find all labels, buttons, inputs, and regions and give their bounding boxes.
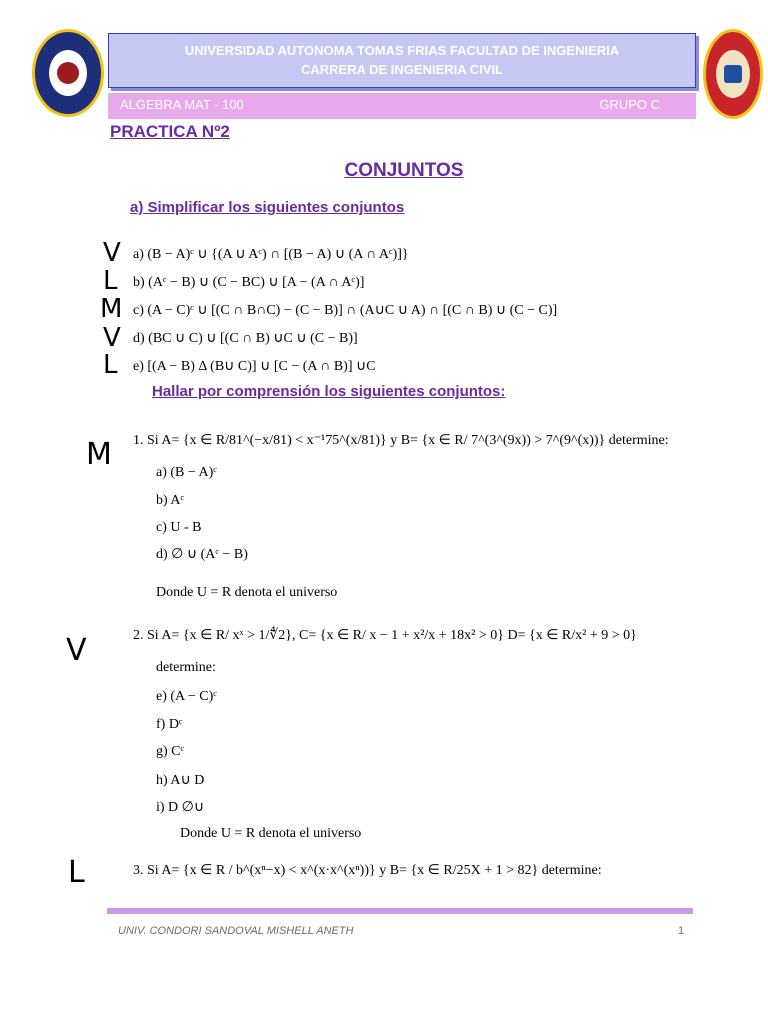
faculty-seal-logo [703, 29, 763, 119]
problem-item: f) Dᶜ [156, 717, 183, 732]
problem-item: c) U - B [156, 520, 202, 535]
handwritten-mark: L [103, 266, 118, 296]
handwritten-mark: V [103, 238, 121, 268]
exercise-item: c) (A − C)ᶜ ∪ [(C ∩ B∩C) − (C − B)] ∩ (A∪C ∪ A) ∩ [(C ∩ B) ∪ (C − C)] [133, 303, 558, 318]
exercise-item: d) (BC ∪ C) ∪ [(C ∩ B) ∪C ∪ (C − B)] [133, 331, 358, 346]
engineering-emblem-icon [724, 65, 742, 83]
page-number: 1 [678, 925, 685, 937]
course-label: ALGEBRA MAT - 100 [120, 97, 244, 112]
handwritten-mark: L [103, 350, 118, 380]
problem-item: e) (A − C)ᶜ [156, 689, 217, 704]
university-line: UNIVERSIDAD AUTONOMA TOMAS FRIAS FACULTAD DE INGENIERIA [184, 43, 620, 58]
section-b-heading: Hallar por comprensión los siguientes conjuntos: [152, 383, 506, 400]
course-bar [108, 93, 696, 119]
exercise-item: b) (Aᶜ − B) ∪ (C − BC) ∪ [A − (A ∩ Aᶜ)] [133, 275, 365, 290]
problem-statement: 1. Si A= {x ∈ R/81^(−x/81) < x⁻¹75^(x/81)} y B= {x ∈ R/ 7^(3^(9x)) > 7^(9^(x))} determine: [133, 433, 669, 448]
seal-center [716, 50, 750, 98]
handwritten-mark: M [100, 294, 123, 324]
problem-item: b) Aᶜ [156, 493, 185, 508]
problem-item: i) D ∅∪ [156, 800, 205, 815]
problem-item: d) ∅ ∪ (Aᶜ − B) [156, 547, 248, 562]
career-line: CARRERA DE INGENIERIA CIVIL [301, 62, 503, 77]
universe-note: Donde U = R denota el universo [156, 585, 338, 600]
footer-divider [107, 908, 693, 914]
problem-statement: 2. Si A= {x ∈ R/ xˣ > 1/∜2}, C= {x ∈ R/ x − 1 + x²/x + 18x² > 0} D= {x ∈ R/x² + 9 > 0} [133, 628, 637, 643]
problem-statement: 3. Si A= {x ∈ R / b^(xⁿ−x) < x^(x·x^(xⁿ))} y B= {x ∈ R/25X + 1 > 82} determine: [133, 863, 602, 878]
topic-title [0, 160, 768, 182]
topic-title-text: CONJUNTOS [344, 160, 464, 181]
handwritten-mark: L [68, 855, 85, 890]
seal-center [49, 50, 87, 96]
exercise-item: e) [(A − B) Δ (B∪ C)] ∪ [C − (A ∩ B)] ∪C [133, 359, 376, 374]
problem-item: h) A∪ D [156, 773, 205, 788]
group-label: GRUPO C [599, 97, 660, 112]
handwritten-mark: V [66, 633, 87, 668]
handwritten-mark: M [86, 437, 112, 472]
universe-note: Donde U = R denota el universo [180, 826, 362, 841]
problem-item: a) (B − A)ᶜ [156, 465, 217, 480]
university-seal-logo [32, 29, 104, 117]
footer-author: UNIV. CONDORI SANDOVAL MISHELL ANETH [118, 925, 354, 937]
determine-label: determine: [156, 660, 216, 675]
section-a-heading: a) Simplificar los siguientes conjuntos [130, 199, 405, 216]
exercise-item: a) (B − A)ᶜ ∪ {(A ∪ Aᶜ) ∩ [(B − A) ∪ (A ∩ Aᶜ)]} [133, 247, 409, 262]
problem-item: g) Cᶜ [156, 744, 185, 759]
header-banner [108, 33, 696, 88]
handwritten-mark: V [103, 323, 121, 353]
practice-title: PRACTICA Nº2 [110, 122, 230, 141]
condor-emblem-icon [57, 62, 79, 84]
